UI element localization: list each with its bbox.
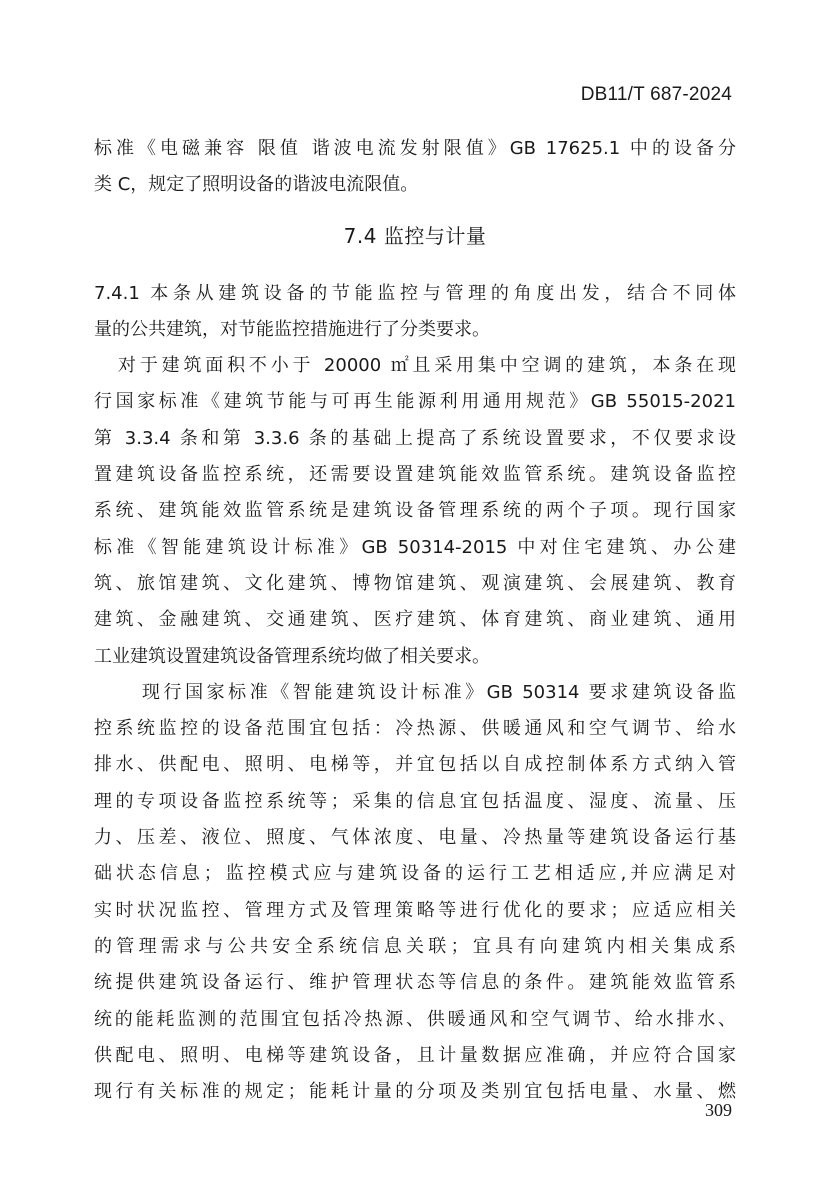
text-line: 筑、旅馆建筑、文化建筑、博物馆建筑、观演建筑、会展建筑、教育 [94,572,736,594]
text-line: 第 3.3.4 条和第 3.3.6 条的基础上提高了系统设置要求，不仅要求设 [94,427,736,449]
page-number: 309 [705,1100,732,1120]
text-line: 行国家标准《建筑节能与可再生能源利用通用规范》GB 55015-2021 [94,391,736,413]
intro-continuation [94,131,736,204]
text-line: 现行有关标准的规定；能耗计量的分项及类别宜包括电量、水量、燃 [94,1081,736,1103]
text-line: 统提供建筑设备运行、维护管理状态等信息的条件。建筑能效监管系 [94,972,736,994]
text-line: 标准《智能建筑设计标准》GB 50314-2015 中对住宅建筑、办公建 [94,536,736,558]
text-line: 控系统监控的设备范围宜包括：冷热源、供暖通风和空气调节、给水 [94,718,736,740]
text-line: 供配电、照明、电梯等建筑设备，且计量数据应准确，并应符合国家 [94,1044,736,1066]
text-line: 工业建筑设置建筑设备管理系统均做了相关要求。 [94,645,490,667]
text-line: 量的公共建筑，对节能监控措施进行了分类要求。 [94,318,490,340]
paragraph-monitoring-scope [94,675,736,1111]
text-line: 类 C，规定了照明设备的谐波电流限值。 [94,174,419,196]
text-line: 理的专项设备监控系统等；采集的信息宜包括温度、湿度、流量、压 [94,790,736,812]
clause-7-4-1 [94,276,736,349]
section-title: 7.4 监控与计量 [343,223,487,248]
text-line: 力、压差、液位、照度、气体浓度、电量、冷热量等建筑设备运行基 [94,827,736,849]
text-line: 实时状况监控、管理方式及管理策略等进行优化的要求；应适应相关 [94,899,736,921]
text-line: 建筑、金融建筑、交通建筑、医疗建筑、体育建筑、商业建筑、通用 [94,609,736,631]
text-line: 标准《电磁兼容 限值 谐波电流发射限值》GB 17625.1 中的设备分 [94,138,736,159]
text-line: 统的能耗监测的范围宜包括冷热源、供暖通风和空气调节、给水排水、 [94,1008,736,1030]
text-line: 置建筑设备监控系统，还需要设置建筑能效监管系统。建筑设备监控 [94,464,736,486]
document-code: DB11/T 687-2024 [580,84,732,105]
text-line: 系统、建筑能效监管系统是建筑设备管理系统的两个子项。现行国家 [94,500,736,522]
text-line: 7.4.1 本条从建筑设备的节能监控与管理的角度出发，结合不同体 [94,282,736,304]
text-line: 排水、供配电、照明、电梯等，并宜包括以自成控制体系方式纳入管 [94,754,736,776]
text-line: 现行国家标准《智能建筑设计标准》GB 50314 要求建筑设备监 [142,681,736,703]
text-line: 对于建筑面积不小于 20000 ㎡且采用集中空调的建筑，本条在现 [118,355,736,377]
text-line: 础状态信息；监控模式应与建筑设备的运行工艺相适应,并应满足对 [94,863,736,885]
paragraph-building-area [94,348,736,675]
page-body [94,131,736,1110]
text-line: 的管理需求与公共安全系统信息关联；宜具有向建筑内相关集成系 [94,935,736,957]
